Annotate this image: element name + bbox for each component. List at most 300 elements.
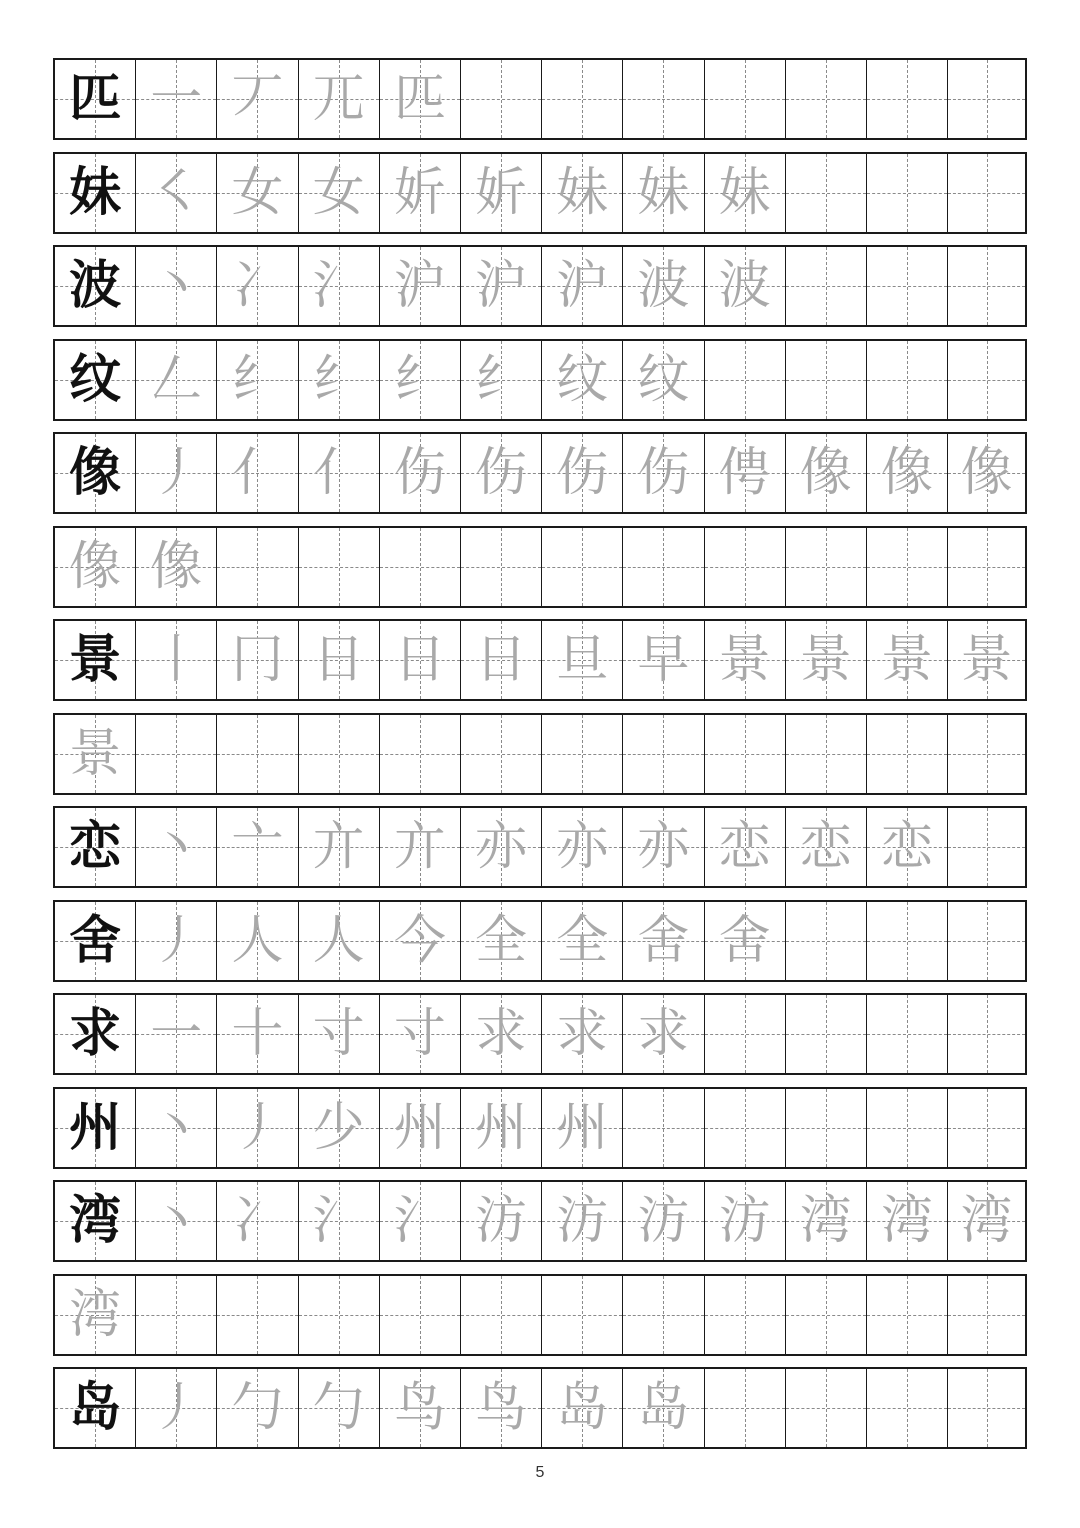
practice-cell xyxy=(623,715,704,793)
practice-cell xyxy=(867,808,948,886)
practice-cell xyxy=(380,341,461,419)
practice-cell xyxy=(380,621,461,699)
practice-cell xyxy=(623,995,704,1073)
practice-cell xyxy=(867,621,948,699)
stroke-order-step: 寸 xyxy=(393,1004,446,1064)
practice-cell xyxy=(217,60,298,138)
practice-cell xyxy=(299,808,380,886)
practice-cell xyxy=(705,621,786,699)
stroke-order-step: 日 xyxy=(312,630,365,690)
practice-cell xyxy=(299,902,380,980)
model-character-cell xyxy=(55,154,136,232)
practice-cell xyxy=(705,1089,786,1167)
practice-cell xyxy=(948,621,1025,699)
practice-cell xyxy=(867,60,948,138)
practice-cell xyxy=(867,715,948,793)
stroke-order-step: 汸 xyxy=(556,1191,609,1251)
practice-cell xyxy=(948,715,1025,793)
stroke-order-step: 求 xyxy=(556,1004,609,1064)
practice-cell xyxy=(299,60,380,138)
stroke-order-step: 岛 xyxy=(556,1378,609,1438)
practice-cell xyxy=(623,1276,704,1354)
practice-cell xyxy=(867,1369,948,1447)
practice-row xyxy=(53,339,1027,421)
practice-cell xyxy=(380,995,461,1073)
stroke-order-step: 冫 xyxy=(231,1191,284,1251)
stroke-order-step: 求 xyxy=(475,1004,528,1064)
practice-row xyxy=(53,619,1027,701)
practice-cell xyxy=(217,902,298,980)
practice-cell xyxy=(380,1182,461,1260)
model-character: 匹 xyxy=(69,69,122,129)
practice-cell xyxy=(380,1276,461,1354)
practice-cell xyxy=(380,715,461,793)
stroke-order-step: 恋 xyxy=(799,817,852,877)
stroke-order-step: 亠 xyxy=(231,817,284,877)
stroke-order-step: 汸 xyxy=(637,1191,690,1251)
practice-cell xyxy=(623,528,704,606)
practice-cell xyxy=(705,1276,786,1354)
practice-cell xyxy=(217,621,298,699)
practice-cell xyxy=(136,341,217,419)
model-character: 像 xyxy=(69,536,122,597)
practice-row xyxy=(53,900,1027,982)
stroke-order-step: 丶 xyxy=(150,817,203,877)
stroke-order-step: 景 xyxy=(718,630,771,690)
stroke-order-step: 鸟 xyxy=(475,1378,528,1438)
practice-cell xyxy=(217,1182,298,1260)
practice-cell xyxy=(948,247,1025,325)
practice-cell xyxy=(136,154,217,232)
practice-cell xyxy=(299,1369,380,1447)
practice-cell xyxy=(542,808,623,886)
stroke-order-step: 冫 xyxy=(231,256,284,316)
stroke-order-step: 日 xyxy=(475,630,528,690)
practice-cell xyxy=(705,434,786,512)
practice-cell xyxy=(623,902,704,980)
practice-cell xyxy=(705,995,786,1073)
practice-row xyxy=(53,1180,1027,1262)
practice-cell xyxy=(867,1089,948,1167)
stroke-order-step: 亣 xyxy=(393,817,446,877)
stroke-order-step: 舍 xyxy=(637,910,690,971)
stroke-order-step: 丿 xyxy=(231,1097,284,1158)
stroke-order-step: 亦 xyxy=(637,817,690,877)
practice-cell xyxy=(542,621,623,699)
practice-cell xyxy=(623,621,704,699)
stroke-order-step: 丶 xyxy=(150,1191,203,1251)
practice-cell xyxy=(299,154,380,232)
practice-cell xyxy=(299,434,380,512)
practice-cell xyxy=(136,247,217,325)
model-character: 妹 xyxy=(69,162,122,223)
practice-cell xyxy=(542,434,623,512)
stroke-order-step: 伤 xyxy=(393,443,446,503)
stroke-order-step: 亦 xyxy=(475,817,528,877)
practice-cell xyxy=(623,1089,704,1167)
practice-cell xyxy=(786,434,867,512)
practice-cell xyxy=(786,341,867,419)
practice-cell xyxy=(380,1089,461,1167)
practice-cell xyxy=(948,1276,1025,1354)
practice-cell xyxy=(542,60,623,138)
stroke-order-step: 景 xyxy=(960,630,1013,690)
practice-cell xyxy=(867,1182,948,1260)
page-number: 5 xyxy=(535,1464,545,1481)
practice-cell xyxy=(299,995,380,1073)
stroke-order-step: 妡 xyxy=(393,162,446,223)
practice-cell xyxy=(380,434,461,512)
practice-cell xyxy=(299,1089,380,1167)
stroke-order-step: 寸 xyxy=(312,1004,365,1064)
practice-cell xyxy=(217,434,298,512)
practice-cell xyxy=(786,1089,867,1167)
model-character-cell xyxy=(55,621,136,699)
practice-cell xyxy=(136,528,217,606)
practice-cell xyxy=(867,341,948,419)
stroke-order-step: 伤 xyxy=(637,443,690,503)
model-character: 景 xyxy=(69,723,122,784)
practice-cell xyxy=(867,154,948,232)
practice-cell xyxy=(380,1369,461,1447)
model-character-cell xyxy=(55,341,136,419)
practice-cell xyxy=(623,1369,704,1447)
model-character-cell xyxy=(55,995,136,1073)
practice-cell xyxy=(786,1276,867,1354)
practice-cell xyxy=(705,247,786,325)
stroke-order-step: 沪 xyxy=(475,256,528,316)
stroke-order-step: 𠃋 xyxy=(150,349,203,410)
practice-cell xyxy=(542,154,623,232)
practice-cell xyxy=(380,154,461,232)
practice-cell xyxy=(948,1089,1025,1167)
practice-cell xyxy=(705,528,786,606)
practice-cell xyxy=(380,528,461,606)
practice-cell xyxy=(867,995,948,1073)
stroke-order-step: 勹 xyxy=(312,1378,365,1438)
stroke-order-step: 兀 xyxy=(312,69,365,129)
practice-cell xyxy=(136,434,217,512)
practice-cell xyxy=(461,434,542,512)
stroke-order-step: 纟 xyxy=(312,349,365,410)
practice-cell xyxy=(705,341,786,419)
stroke-order-step: 亣 xyxy=(312,817,365,877)
stroke-order-step: 全 xyxy=(475,910,528,971)
practice-cell xyxy=(380,902,461,980)
practice-cell xyxy=(786,715,867,793)
stroke-order-step: 一 xyxy=(150,69,203,129)
practice-cell xyxy=(461,341,542,419)
stroke-order-step: 湾 xyxy=(880,1191,933,1251)
practice-cell xyxy=(623,1182,704,1260)
stroke-order-step: 丶 xyxy=(150,256,203,316)
stroke-order-step: 丨 xyxy=(150,630,203,690)
practice-cell xyxy=(380,247,461,325)
stroke-order-step: 州 xyxy=(475,1097,528,1158)
practice-cell xyxy=(948,902,1025,980)
stroke-order-step: 伤 xyxy=(556,443,609,503)
stroke-order-step: 妹 xyxy=(637,162,690,223)
stroke-order-step: 今 xyxy=(393,910,446,971)
practice-cell xyxy=(542,1276,623,1354)
practice-row xyxy=(53,245,1027,327)
practice-cell xyxy=(948,154,1025,232)
stroke-order-step: 一 xyxy=(150,1004,203,1064)
practice-cell xyxy=(136,1276,217,1354)
practice-cell xyxy=(136,60,217,138)
practice-cell xyxy=(948,434,1025,512)
stroke-order-step: 全 xyxy=(556,910,609,971)
practice-cell xyxy=(705,808,786,886)
model-character: 纹 xyxy=(69,349,122,410)
practice-row xyxy=(53,993,1027,1075)
practice-cell xyxy=(217,715,298,793)
model-character-cell xyxy=(55,247,136,325)
stroke-order-step: 亻 xyxy=(231,443,284,503)
practice-cell xyxy=(136,808,217,886)
practice-cell xyxy=(461,1369,542,1447)
stroke-order-step: 恋 xyxy=(880,817,933,877)
practice-cell xyxy=(217,1089,298,1167)
stroke-order-step: 像 xyxy=(880,443,933,503)
practice-cell xyxy=(867,434,948,512)
stroke-order-step: 丿 xyxy=(150,1378,203,1438)
stroke-order-step: 伤 xyxy=(475,443,528,503)
model-character: 求 xyxy=(69,1004,122,1064)
stroke-order-step: 汸 xyxy=(718,1191,771,1251)
stroke-order-step: 氵 xyxy=(312,1191,365,1251)
practice-cell xyxy=(786,154,867,232)
practice-cell xyxy=(705,60,786,138)
stroke-order-step: 人 xyxy=(312,910,365,971)
practice-cell xyxy=(461,154,542,232)
practice-cell xyxy=(136,715,217,793)
practice-cell xyxy=(542,341,623,419)
practice-cell xyxy=(948,1182,1025,1260)
stroke-order-step: 冂 xyxy=(231,630,284,690)
practice-row xyxy=(53,526,1027,608)
stroke-order-step: 州 xyxy=(556,1097,609,1158)
model-character: 恋 xyxy=(69,817,122,877)
practice-cell xyxy=(136,1182,217,1260)
practice-cell xyxy=(542,715,623,793)
practice-cell xyxy=(299,528,380,606)
practice-cell xyxy=(380,60,461,138)
stroke-order-step: 妹 xyxy=(718,162,771,223)
practice-cell xyxy=(623,154,704,232)
practice-cell xyxy=(299,341,380,419)
practice-cell xyxy=(136,902,217,980)
practice-cell xyxy=(136,621,217,699)
stroke-order-step: 波 xyxy=(637,256,690,316)
practice-cell xyxy=(380,808,461,886)
stroke-order-step: 景 xyxy=(880,630,933,690)
practice-cell xyxy=(461,247,542,325)
practice-cell xyxy=(217,995,298,1073)
practice-row xyxy=(53,432,1027,514)
model-character: 景 xyxy=(69,630,122,690)
practice-cell xyxy=(948,341,1025,419)
practice-cell xyxy=(705,1369,786,1447)
practice-cell xyxy=(299,247,380,325)
practice-cell xyxy=(786,621,867,699)
stroke-order-step: 舍 xyxy=(718,910,771,971)
stroke-order-step: 州 xyxy=(393,1097,446,1158)
practice-cell xyxy=(542,902,623,980)
stroke-order-step: 恋 xyxy=(718,817,771,877)
practice-cell xyxy=(705,715,786,793)
practice-cell xyxy=(136,1089,217,1167)
model-character-cell xyxy=(55,902,136,980)
practice-cell xyxy=(786,528,867,606)
stroke-order-step: 少 xyxy=(312,1097,365,1158)
stroke-order-step: 人 xyxy=(231,910,284,971)
stroke-order-step: 女 xyxy=(231,162,284,223)
stroke-order-step: 纟 xyxy=(393,349,446,410)
practice-cell xyxy=(461,902,542,980)
model-character: 波 xyxy=(69,256,122,316)
practice-cell xyxy=(623,60,704,138)
stroke-order-step: 沪 xyxy=(393,256,446,316)
practice-row xyxy=(53,1274,1027,1356)
practice-cell xyxy=(299,1276,380,1354)
model-character-cell xyxy=(55,528,136,606)
model-character-cell xyxy=(55,1182,136,1260)
model-character: 州 xyxy=(69,1097,122,1158)
stroke-order-step: 像 xyxy=(799,443,852,503)
practice-cell xyxy=(136,1369,217,1447)
practice-cell xyxy=(461,528,542,606)
stroke-order-step: 纹 xyxy=(637,349,690,410)
stroke-order-step: 氵 xyxy=(393,1191,446,1251)
stroke-order-step: 妡 xyxy=(475,162,528,223)
practice-cell xyxy=(705,1182,786,1260)
model-character: 湾 xyxy=(69,1284,122,1345)
stroke-order-step: 纹 xyxy=(556,349,609,410)
practice-cell xyxy=(867,902,948,980)
stroke-order-step: 旦 xyxy=(556,630,609,690)
practice-row xyxy=(53,713,1027,795)
practice-cell xyxy=(623,808,704,886)
practice-cell xyxy=(542,995,623,1073)
practice-cell xyxy=(948,1369,1025,1447)
practice-cell xyxy=(867,1276,948,1354)
practice-cell xyxy=(948,528,1025,606)
model-character-cell xyxy=(55,60,136,138)
stroke-order-step: 湾 xyxy=(960,1191,1013,1251)
stroke-order-step: 丿 xyxy=(150,910,203,971)
model-character: 舍 xyxy=(69,910,122,971)
model-character-cell xyxy=(55,1369,136,1447)
stroke-order-step: 亻 xyxy=(312,443,365,503)
practice-cell xyxy=(623,434,704,512)
practice-cell xyxy=(705,902,786,980)
model-character-cell xyxy=(55,1089,136,1167)
stroke-order-step: 鸟 xyxy=(393,1378,446,1438)
practice-cell xyxy=(461,60,542,138)
practice-cell xyxy=(461,1089,542,1167)
practice-cell xyxy=(217,528,298,606)
stroke-order-step: 早 xyxy=(637,630,690,690)
practice-row xyxy=(53,152,1027,234)
stroke-order-step: 波 xyxy=(718,256,771,316)
practice-row xyxy=(53,1367,1027,1449)
practice-cell xyxy=(217,341,298,419)
model-character-cell xyxy=(55,808,136,886)
stroke-order-step: 岛 xyxy=(637,1378,690,1438)
practice-grid xyxy=(53,58,1027,1461)
model-character: 岛 xyxy=(69,1378,122,1438)
stroke-order-step: 氵 xyxy=(312,256,365,316)
practice-cell xyxy=(299,621,380,699)
stroke-order-step: 匹 xyxy=(393,69,446,129)
practice-cell xyxy=(542,247,623,325)
practice-cell xyxy=(461,1276,542,1354)
practice-cell xyxy=(948,60,1025,138)
model-character: 湾 xyxy=(69,1191,122,1251)
stroke-order-step: 汸 xyxy=(475,1191,528,1251)
model-character-cell xyxy=(55,1276,136,1354)
practice-cell xyxy=(786,247,867,325)
practice-cell xyxy=(867,247,948,325)
practice-cell xyxy=(542,1182,623,1260)
stroke-order-step: 俜 xyxy=(718,443,771,503)
practice-cell xyxy=(299,1182,380,1260)
practice-cell xyxy=(786,60,867,138)
practice-cell xyxy=(786,1369,867,1447)
practice-cell xyxy=(217,808,298,886)
stroke-order-step: 丶 xyxy=(150,1097,203,1158)
practice-cell xyxy=(623,341,704,419)
stroke-order-step: 妹 xyxy=(556,162,609,223)
practice-cell xyxy=(217,247,298,325)
stroke-order-step: 景 xyxy=(799,630,852,690)
stroke-order-step: 像 xyxy=(150,536,203,597)
stroke-order-step: 沪 xyxy=(556,256,609,316)
stroke-order-step: ㇛ xyxy=(150,162,203,223)
practice-row xyxy=(53,1087,1027,1169)
practice-cell xyxy=(461,995,542,1073)
practice-row xyxy=(53,58,1027,140)
practice-cell xyxy=(217,1276,298,1354)
practice-cell xyxy=(705,154,786,232)
stroke-order-step: 十 xyxy=(231,1004,284,1064)
practice-cell xyxy=(867,528,948,606)
model-character-cell xyxy=(55,434,136,512)
stroke-order-step: 丆 xyxy=(231,69,284,129)
practice-row xyxy=(53,806,1027,888)
practice-cell xyxy=(948,808,1025,886)
practice-cell xyxy=(786,1182,867,1260)
practice-cell xyxy=(948,995,1025,1073)
stroke-order-step: 纟 xyxy=(231,349,284,410)
practice-cell xyxy=(217,154,298,232)
practice-cell xyxy=(542,1369,623,1447)
practice-cell xyxy=(461,1182,542,1260)
practice-cell xyxy=(136,995,217,1073)
practice-cell xyxy=(461,621,542,699)
practice-cell xyxy=(623,247,704,325)
practice-cell xyxy=(299,715,380,793)
stroke-order-step: 勹 xyxy=(231,1378,284,1438)
stroke-order-step: 湾 xyxy=(799,1191,852,1251)
practice-cell xyxy=(461,715,542,793)
stroke-order-step: 亦 xyxy=(556,817,609,877)
practice-cell xyxy=(786,808,867,886)
practice-cell xyxy=(542,528,623,606)
stroke-order-step: 求 xyxy=(637,1004,690,1064)
stroke-order-step: 纟 xyxy=(475,349,528,410)
